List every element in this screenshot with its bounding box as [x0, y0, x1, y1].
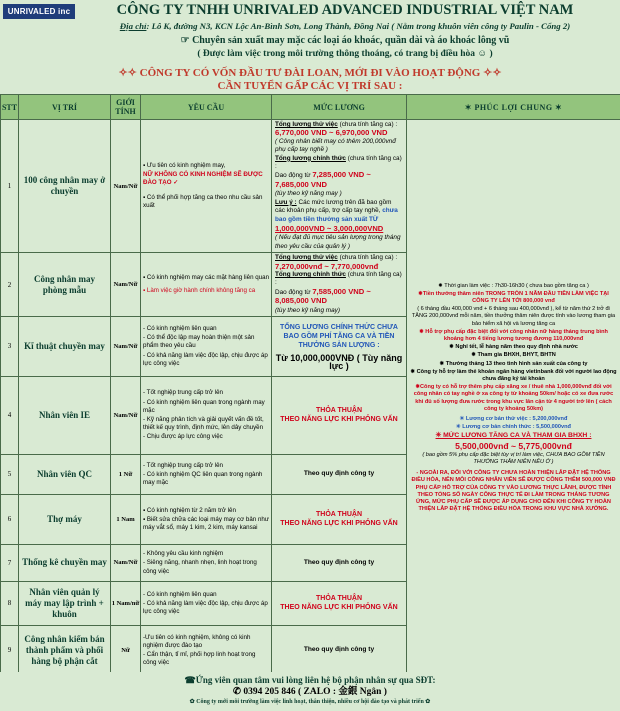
benefit-item: ✸ Thưởng tháng 13 theo tình hình sản xuất của công ty — [439, 360, 588, 367]
table-row — [1, 120, 620, 253]
header-benefits: ✶ PHÚC LỢI CHUNG ✶ — [407, 95, 620, 120]
req-item: - Chịu được áp lực công việc — [143, 433, 223, 441]
salary-group-value: Từ 10,000,000VNĐ ( Tùy năng lực ) — [275, 352, 403, 371]
row-requirements — [141, 625, 272, 675]
req-item: - Có khả năng làm việc độc lập, chịu được áp lực công việc — [143, 599, 268, 616]
row-gender: 1 Nam/nữ — [111, 581, 141, 625]
row-position: Thống kê chuyền may — [19, 544, 111, 581]
official-extra: (tùy theo kỹ năng may ) — [275, 190, 342, 198]
banner-line-1: ✧✧ CÔNG TY CÓ VỐN ĐẦU TƯ ĐÀI LOAN, MỚI ĐI VÀO HOẠT ĐỘNG ✧✧ — [118, 67, 502, 79]
salary-negotiate: THỎA THUẬN — [315, 407, 362, 415]
header-position: VỊ TRÍ — [19, 95, 111, 120]
row-stt: 1 — [1, 120, 19, 253]
benefit-item: ✸Tiền thưởng thâm niên TRONG TRÒN 1 NĂM ĐẦU TIÊN LÀM VIỆC TẠI CÔNG TY LÊN TỚI 800,000 vnđ — [418, 290, 609, 305]
req-item: ▪ Có kinh nghiệm từ 2 năm trở lên — [143, 506, 236, 514]
table-header-row — [1, 95, 620, 120]
row-position: Kĩ thuật chuyền may — [19, 316, 111, 376]
row-position: Công nhân may phòng mẫu — [19, 253, 111, 317]
benefit-item: ✸ Thời gian làm việc : 7h30-16h30 ( chưa bao gồm tăng ca ) — [438, 282, 589, 289]
row-requirements — [141, 120, 272, 253]
footer-slogan: ✿ Công ty mới môi trường làm việc linh hoạt, thân thiện, nhiều cơ hội đào tạo và phát triển ✿ — [189, 699, 431, 705]
req-item: NỮ KHÔNG CÓ KINH NGHIỆM SẼ ĐƯỢC ĐÀO TẠO ✓ — [143, 171, 263, 187]
req-item: - Có kinh nghiệm QC liên quan trong ngành may mặc — [143, 470, 263, 487]
contact-phone: ✆ 0394 205 846 ( ZALO : 金銀 Ngân ) — [233, 687, 387, 697]
benefit-item: ✸ Tham gia BHXH, BHYT, BHTN — [471, 352, 556, 359]
contact-prompt: ☎Ứng viên quan tâm vui lòng liên hệ bộ phận nhân sự qua SĐT: — [184, 675, 436, 685]
row-requirements — [141, 316, 272, 376]
row-stt: 8 — [1, 581, 19, 625]
req-item: ▪ Biết sửa chữa các loại máy may cơ bản như máy vắt sổ, máy 1 kim, 2 kim, máy kansai — [143, 515, 269, 532]
trial-note: (chưa tính tăng ca) : — [337, 121, 398, 128]
row-gender: 1 Nữ — [111, 454, 141, 494]
row-position: Nhân viên QC — [19, 454, 111, 494]
trial-label: Tổng lương thử việc — [275, 121, 338, 128]
official-extra: (tùy theo kỹ năng may) — [275, 306, 341, 314]
req-item: - Tốt nghiệp trung cấp trở lên — [143, 389, 223, 397]
benefit-item: ✸ Nghỉ tết, lễ hàng năm theo quy định nhà nước — [449, 344, 578, 351]
row-stt: 2 — [1, 253, 19, 317]
benefit-item: ✸ Hỗ trợ phụ cấp đặc biệt đối với công nhân nữ hàng tháng trung bình khoảng hơn 4 tiếng lương tương đương 110,000vnđ — [419, 328, 608, 343]
salary-regulation: Theo quy định công ty — [303, 646, 375, 654]
benefits-cell — [407, 120, 620, 676]
note-label: Lưu ý : — [275, 198, 297, 206]
req-item: - Có kinh nghiệm liên quan trong ngành may mặc — [143, 398, 265, 414]
row-salary — [272, 494, 407, 544]
req-item: ▪ Có thể phối hợp tăng ca theo nhu cầu sản xuất — [143, 193, 263, 209]
row-salary — [272, 316, 407, 376]
contact-footer — [0, 672, 620, 711]
row-salary — [272, 253, 407, 317]
req-item: - Không yêu cầu kinh nghiệm — [143, 550, 224, 558]
official-label: Tổng lương chính thức — [275, 270, 346, 278]
note-value: 1,000,000VND ~ 3,000,000VND — [275, 223, 384, 233]
row-stt: 7 — [1, 544, 19, 581]
official-value: 7,285,000 VND ~ 7,685,000 VND — [275, 170, 371, 189]
recruitment-banner — [0, 66, 620, 93]
row-salary — [272, 454, 407, 494]
trial-value: 7,270,000vnđ ~ 7,770,000vnđ — [275, 261, 379, 271]
job-table — [0, 94, 620, 676]
salary-negotiate: THỎA THUẬN — [315, 511, 362, 519]
req-item: - Kỹ năng phân tích và giải quyết vấn đề tốt, thiết kế quy trình, định mức, lên dây chuyền — [143, 415, 264, 432]
salary-regulation: Theo quy định công ty — [303, 470, 375, 478]
insurance-head: ✳ MỨC LƯƠNG TĂNG CA VÀ THAM GIA BHXH : — [435, 432, 592, 440]
req-item: ▪ Làm việc giờ hành chính không tăng ca — [143, 286, 256, 294]
req-item: - Siêng năng, nhanh nhẹn, linh hoạt trong công việc — [143, 559, 257, 575]
row-stt: 6 — [1, 494, 19, 544]
row-salary — [272, 581, 407, 625]
row-gender: Nam/Nữ — [111, 316, 141, 376]
official-prefix: Dao động từ — [275, 172, 313, 180]
salary-negotiate-note: THEO NĂNG LỰC KHI PHỎNG VẤN — [280, 520, 398, 528]
req-item: - Cẩn thận, tỉ mỉ, phối hợp linh hoạt trong công việc — [143, 650, 256, 667]
req-item: - Có khả năng làm việc độc lập, chịu được áp lực công việc — [143, 351, 268, 367]
tagline-products: ☞ Chuyên sản xuất may mặc các loại áo khoác, quần dài và áo khoác lông vũ — [180, 35, 510, 46]
basic-trial: ✳ Lương cơ bản thử việc : 5,200,000vnđ — [459, 416, 568, 423]
row-salary — [272, 544, 407, 581]
row-stt: 9 — [1, 625, 19, 675]
header-salary: MỨC LƯƠNG — [272, 95, 407, 120]
req-item: - Có kinh nghiệm liên quan — [143, 590, 217, 598]
row-stt: 3 — [1, 316, 19, 376]
address-text: : Lô K, đường N3, KCN Lộc An-Bình Sơn, Long Thành, Đồng Nai ( Nằm trong khuôn viên công ty Paulin - Cổng 2) — [146, 21, 571, 31]
req-item: - Có thể độc lập may hoàn thiện một sản phẩm theo yêu cầu — [143, 334, 255, 350]
official-label: Tổng lương chính thức — [275, 154, 346, 162]
note-extra: ( Nếu đạt đủ mục tiêu sản lượng trong tháng theo yêu cầu của quản lý ) — [275, 234, 401, 250]
official-note: (chưa tính tăng ca) : — [275, 154, 402, 171]
row-stt: 5 — [1, 454, 19, 494]
salary-negotiate: THỎA THUẬN — [315, 595, 362, 603]
salary-regulation: Theo quy định công ty — [303, 558, 375, 566]
row-gender: Nữ — [111, 625, 141, 675]
official-value: 7,585,000 VND ~ 8,085,000 VND — [275, 286, 371, 306]
req-item: - Có kinh nghiệm liên quan — [143, 324, 217, 332]
official-note: (chưa tính tăng ca) : — [275, 270, 402, 287]
row-requirements — [141, 253, 272, 317]
benefit-item: ✸ Công ty hỗ trợ làm thẻ khoản ngân hàng vietinbank đối với người lao động chưa đăng ký tài khoản — [410, 368, 617, 383]
row-position: Thợ máy — [19, 494, 111, 544]
row-position: 100 công nhân may ở chuyền — [19, 120, 111, 253]
row-gender: Nam/Nữ — [111, 120, 141, 253]
row-requirements — [141, 544, 272, 581]
benefit-item: ( 6 tháng đầu 400,000 vnđ + 6 tháng sau 400,000vnđ ), kể từ năm thứ 2 trở đi TĂNG 200,000vnđ mỗi năm, tiền thưởng thâm niên được tính vào lương tham gia bảo hiểm xã hội và lương tăng ca — [411, 306, 616, 327]
header-stt: STT — [1, 95, 19, 120]
row-gender: 1 Nam — [111, 494, 141, 544]
req-item: - Tốt nghiệp trung cấp trở lên — [143, 461, 223, 469]
trial-label: Tổng lương thử việc — [275, 254, 338, 262]
salary-group-text: TỔNG LƯƠNG CHÍNH THỨC CHƯA BAO GỒM PHÍ TĂNG CA VÀ TIỀN THƯỞNG SẢN LƯỢNG : — [280, 323, 398, 349]
header-requirements: YÊU CẦU — [141, 95, 272, 120]
extra-note: - NGOÀI RA, ĐỐI VỚI CÔNG TY CHƯA HOÀN THIỆN LẮP ĐẶT HỆ THỐNG ĐIỀU HÒA, NÊN MỖI CÔNG NHÂN VIÊN SẼ ĐƯỢC CÔNG THÊM 500,000 VNĐ PHỤ CẤP HỖ TRỢ CỦA CÔNG TY VÀO LƯƠNG THỰC LÃNH, ĐƯỢC TÍNH THEO TỔNG SỐ NGÀY CÔNG THỰC TẾ ĐI LÀM TRONG THÁNG TƯƠNG ỨNG, MỨC PHỤ CẤP SẼ ĐƯỢC ÁP DỤNG CHO ĐẾN KHI CÔNG TY HOÀN THIỆN LẮP ĐẶT HỆ THỐNG ĐIỀU HÒA TRONG KHU VỰC NHÀ XƯỞNG. — [411, 470, 616, 513]
row-position: Công nhân kiểm bán thành phẩm và phối hàng bộ phận cắt — [19, 625, 111, 675]
row-gender: Nam/Nữ — [111, 376, 141, 454]
req-item: ▪ Ưu tiên có kinh nghiệm may, — [143, 162, 226, 170]
trial-extra: ( Công nhân biết may có thêm 200,000vnđ phụ cấp tay nghề ) — [275, 137, 396, 154]
row-position: Nhân viên IE — [19, 376, 111, 454]
row-salary — [272, 376, 407, 454]
row-gender: Nam/Nữ — [111, 253, 141, 317]
row-salary — [272, 120, 407, 253]
row-stt: 4 — [1, 376, 19, 454]
benefit-item: ✸Công ty có hỗ trợ thêm phụ cấp xăng xe / thuê nhà 1,000,000vnđ đối với công nhân có tay nghề ở xa công ty từ khoảng 50km/ hoặc có xe đưa rước khi đủ số lượng đưa rước trong khu vực lân cận từ 4 người trở lên ( cách công ty khoảng 50km) — [413, 384, 614, 412]
row-requirements — [141, 376, 272, 454]
row-requirements — [141, 494, 272, 544]
salary-negotiate-note: THEO NĂNG LỰC KHI PHỎNG VẤN — [280, 604, 398, 612]
salary-negotiate-note: THEO NĂNG LỰC KHI PHỎNG VẤN — [280, 416, 398, 424]
page-header — [0, 0, 620, 66]
tagline-environment: ( Được làm việc trong môi trường thông thoáng, có trang bị điều hòa ☺ ) — [197, 49, 493, 59]
header-gender: GIỚI TÍNH — [111, 95, 141, 120]
req-item: ▪ Có kinh nghiệm may các mặt hàng liên quan — [143, 274, 270, 282]
note-text: Các mức lương trên đã bao gồm các khoản phụ cấp, trợ cấp tay nghề, — [275, 198, 392, 215]
basic-official: ✳ Lương cơ bản chính thức : 5,500,000vnđ — [456, 424, 571, 431]
trial-note: (chưa tính tăng ca) : — [337, 254, 398, 262]
banner-line-2: CẦN TUYỂN GẤP CÁC VỊ TRÍ SAU : — [217, 80, 403, 92]
insurance-note: ( bao gồm 5% phụ cấp đặc biệt tùy vị trí làm việc, CHƯA BAO GỒM TIỀN THƯỞNG THÂM NIÊN NÊU Ở ) — [422, 451, 605, 465]
official-prefix: Dao động từ — [275, 288, 313, 296]
row-requirements — [141, 454, 272, 494]
row-requirements — [141, 581, 272, 625]
note-blue: chưa bao gồm tiền thưởng sản xuất TỪ — [275, 207, 398, 224]
row-gender: Nam/Nữ — [111, 544, 141, 581]
company-name: CÔNG TY TNHH UNRIVALED ADVANCED INDUSTRIAL VIỆT NAM — [116, 2, 574, 18]
trial-value: 6,770,000 VND ~ 6,970,000 VND — [275, 128, 388, 138]
row-salary — [272, 625, 407, 675]
row-position: Nhân viên quản lý máy may lập trình + khuôn — [19, 581, 111, 625]
req-item: -Ưu tiên có kinh nghiệm, không có kinh nghiệm được đào tạo — [143, 633, 251, 649]
address-label: Địa chỉ — [119, 21, 147, 31]
company-logo: UNRIVALED inc — [3, 4, 75, 19]
company-address — [80, 21, 610, 31]
insurance-value: 5,500,000vnđ ~ 5,775,000vnđ — [455, 440, 572, 451]
